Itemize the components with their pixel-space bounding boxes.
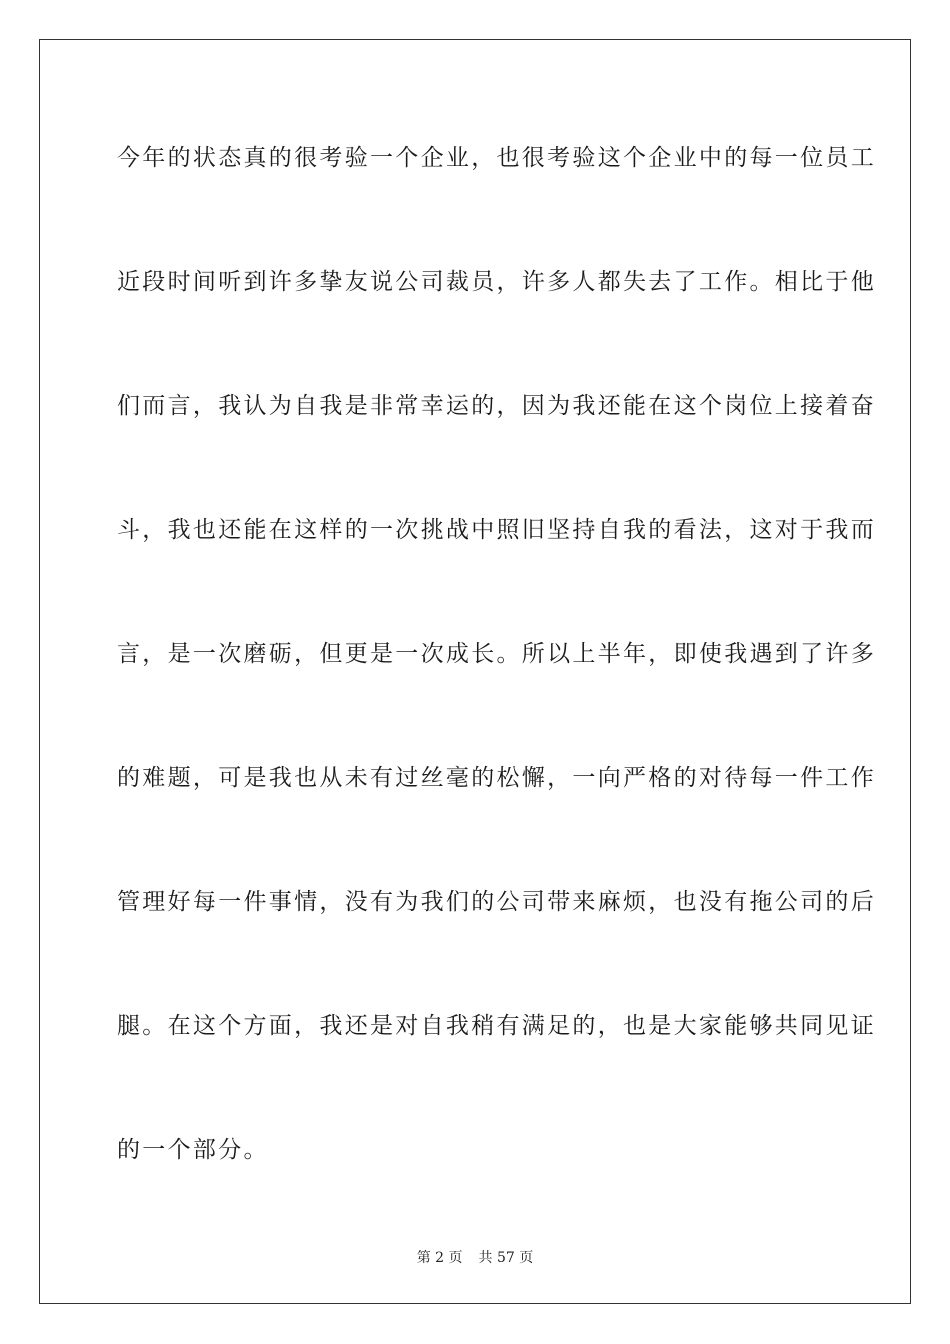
text-line: 们而言，我认为自我是非常幸运的，因为我还能在这个岗位上接着奋 — [117, 393, 876, 419]
page-footer — [0, 1248, 950, 1268]
text-line: 今年的状态真的很考验一个企业，也很考验这个企业中的每一位员工 — [117, 145, 876, 171]
text-line: 的一个部分。 — [117, 1137, 269, 1163]
page-number: 第 2 页 — [416, 1250, 463, 1266]
text-line: 言，是一次磨砺，但更是一次成长。所以上半年，即使我遇到了许多 — [117, 641, 876, 667]
page-total: 共 57 页 — [478, 1250, 534, 1266]
text-line: 的难题，可是我也从未有过丝毫的松懈，一向严格的对待每一件工作 — [117, 765, 876, 791]
text-line: 斗，我也还能在这样的一次挑战中照旧坚持自我的看法，这对于我而 — [117, 517, 876, 543]
text-line: 近段时间听到许多挚友说公司裁员，许多人都失去了工作。相比于他 — [117, 269, 876, 295]
text-line: 腿。在这个方面，我还是对自我稍有满足的，也是大家能够共同见证 — [117, 1013, 876, 1039]
text-line: 管理好每一件事情，没有为我们的公司带来麻烦，也没有拖公司的后 — [117, 889, 876, 915]
document-body — [117, 138, 876, 1254]
